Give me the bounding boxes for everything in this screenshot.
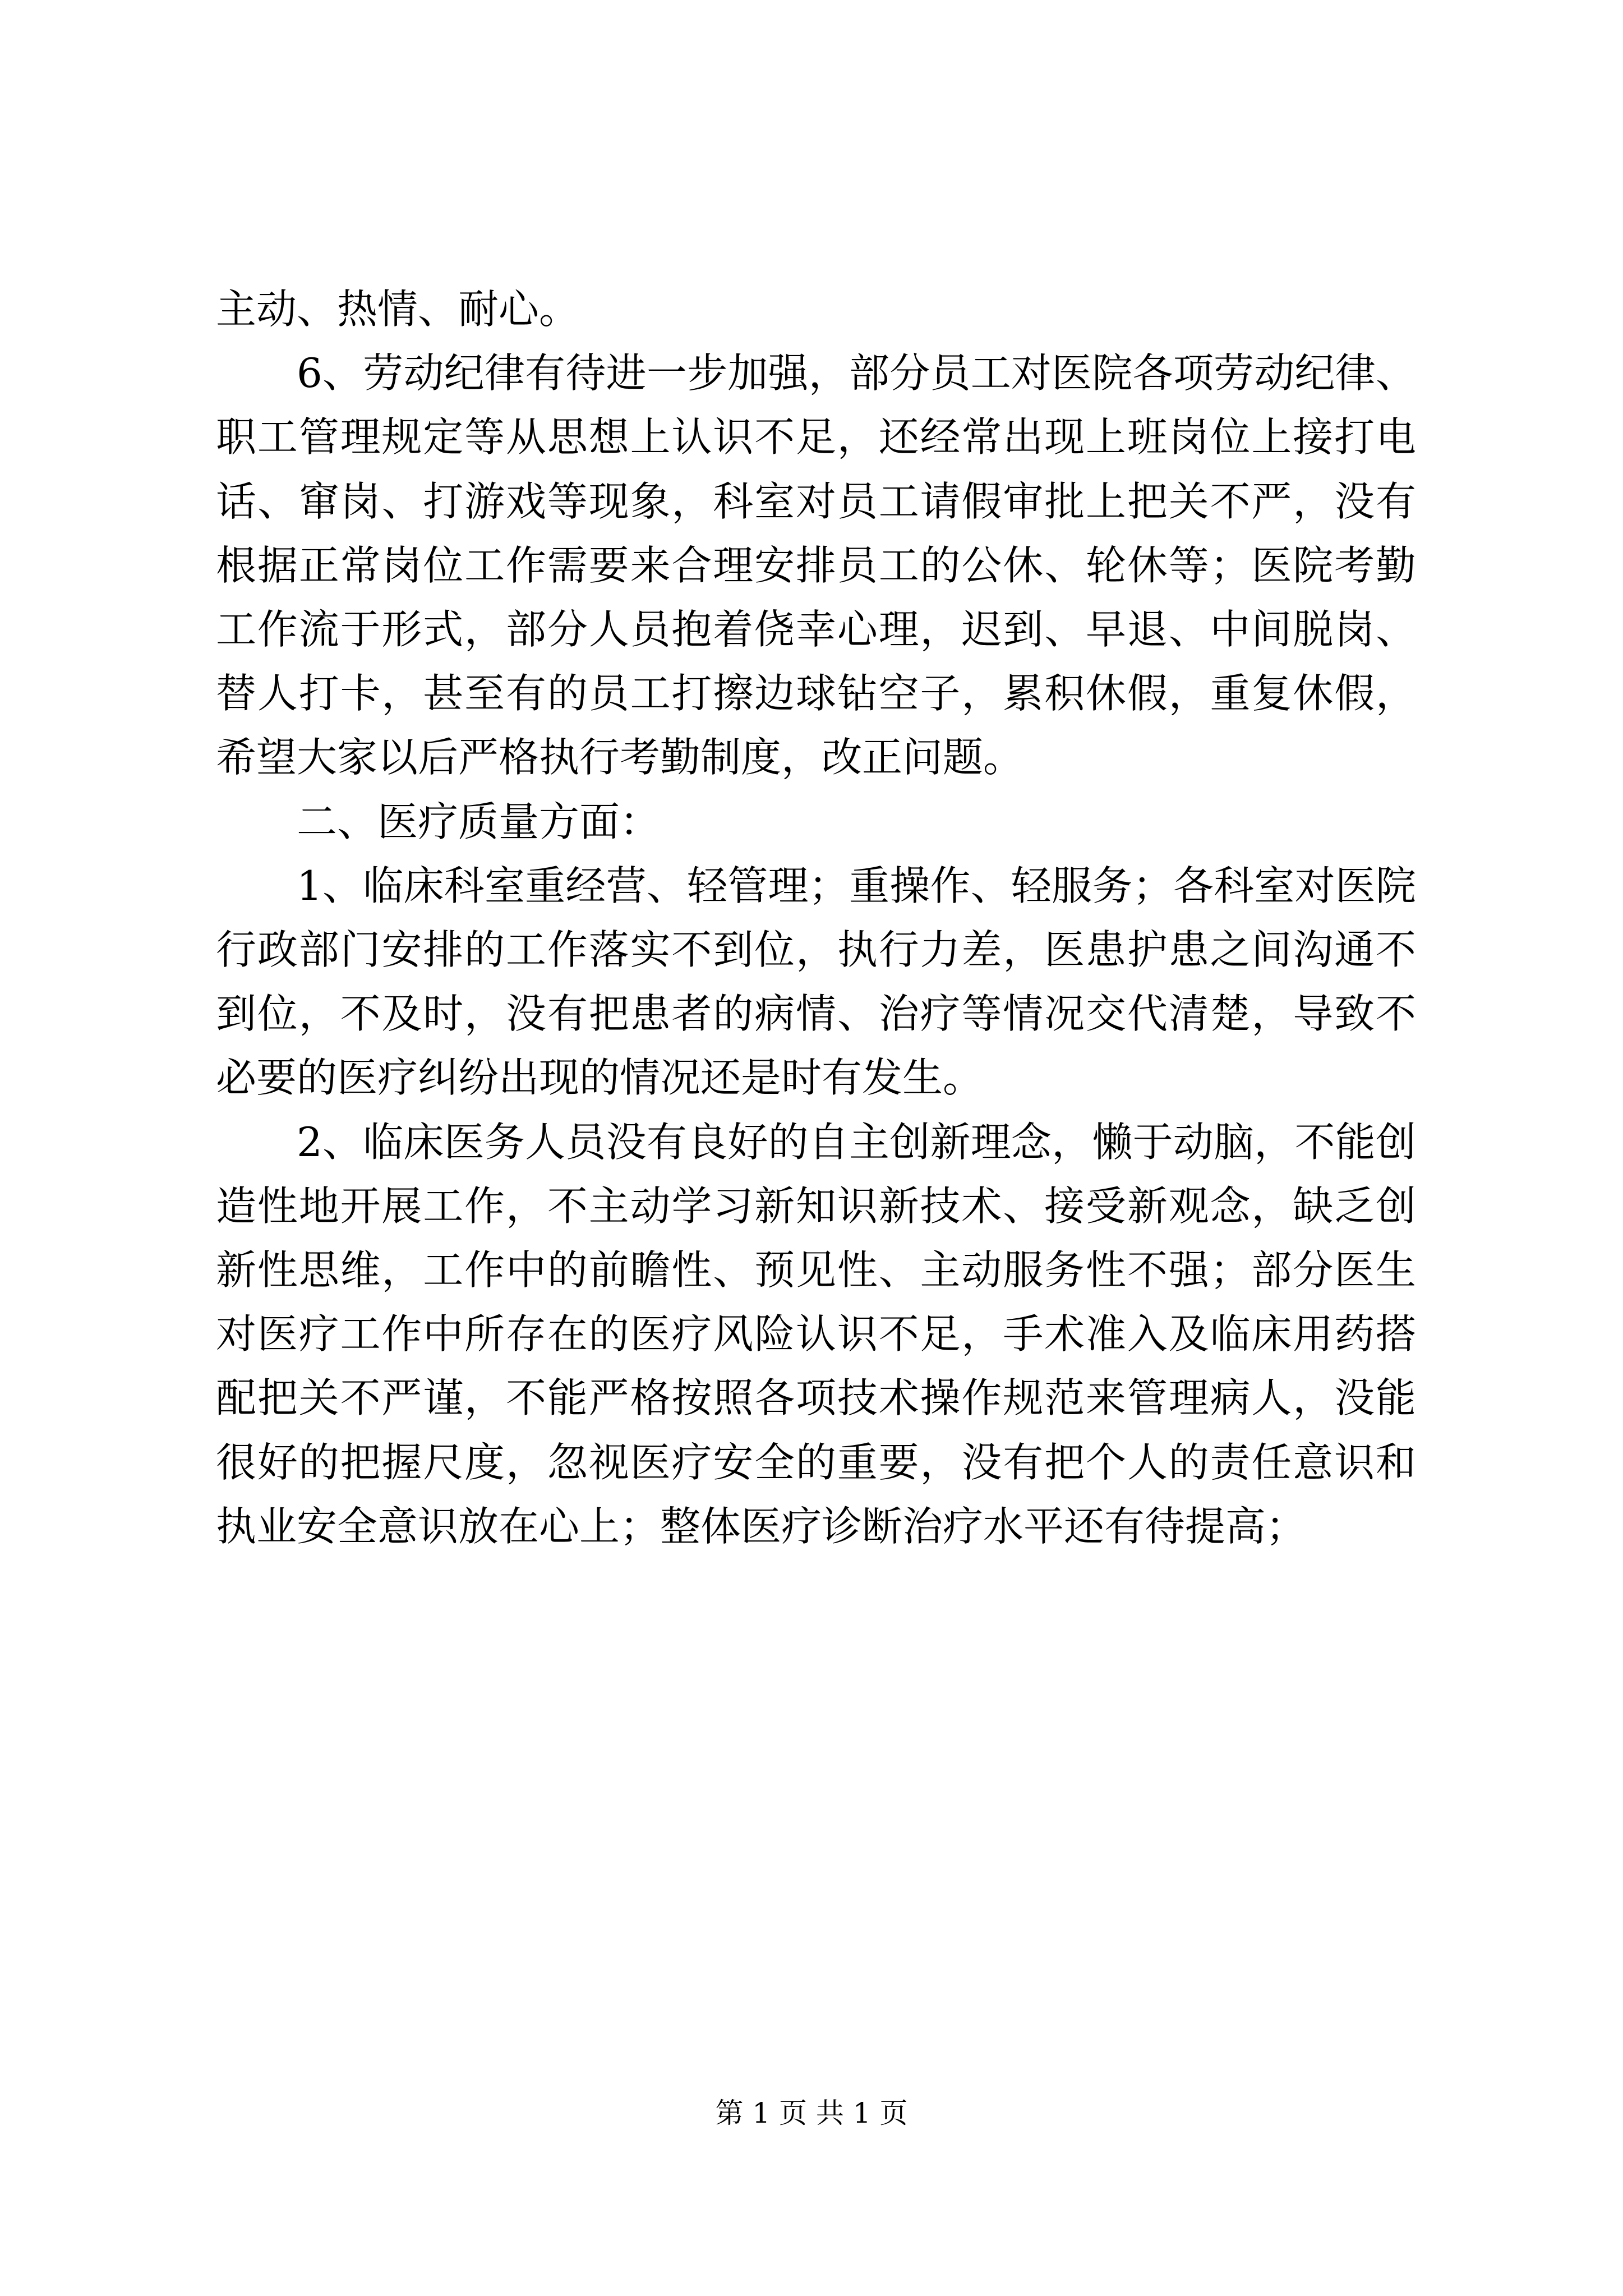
paragraph-labor-discipline: 6、劳动纪律有待进一步加强，部分员工对医院各项劳动纪律、职工管理规定等从思想上认识不足，还经常出现上班岗位上接打电话、窜岗、打游戏等现象，科室对员工请假审批上把关不严，没有根据正常岗位工作需要来合理安排员工的公休、轮休等；医院考勤工作流于形式，部分人员抱着侥幸心理，迟到、早退、中间脱岗、替人打卡，甚至有的员工打擦边球钻空子，累积休假，重复休假，希望大家以后严格执行考勤制度，改正问题。 — [216, 349, 1416, 781]
paragraph-clinical-management: 1、临床科室重经营、轻管理；重操作、轻服务；各科室对医院行政部门安排的工作落实不到位，执行力差，医患护患之间沟通不到位，不及时，没有把患者的病情、治疗等情况交代清楚，导致不必要的医疗纠纷出现的情况还是时有发生。 — [216, 862, 1416, 1102]
section-heading-medical-quality: 二、医疗质量方面： — [297, 798, 661, 845]
paragraph-innovation: 2、临床医务人员没有良好的自主创新理念，懒于动脑，不能创造性地开展工作，不主动学习新知识新技术、接受新观念，缺乏创新性思维，工作中的前瞻性、预见性、主动服务性不强；部分医生对医疗工作中所存在的医疗风险认识不足，手术准入及临床用药搭配把关不严谨，不能严格按照各项技术操作规范来管理病人，没能很好的把握尺度，忽视医疗安全的重要，没有把个人的责任意识和执业安全意识放在心上；整体医疗诊断治疗水平还有待提高； — [216, 1118, 1416, 1550]
document-body — [216, 277, 1416, 1558]
paragraph-continuation: 主动、热情、耐心。 — [216, 286, 580, 333]
page-footer: 第 1 页 共 1 页 — [715, 2097, 908, 2129]
